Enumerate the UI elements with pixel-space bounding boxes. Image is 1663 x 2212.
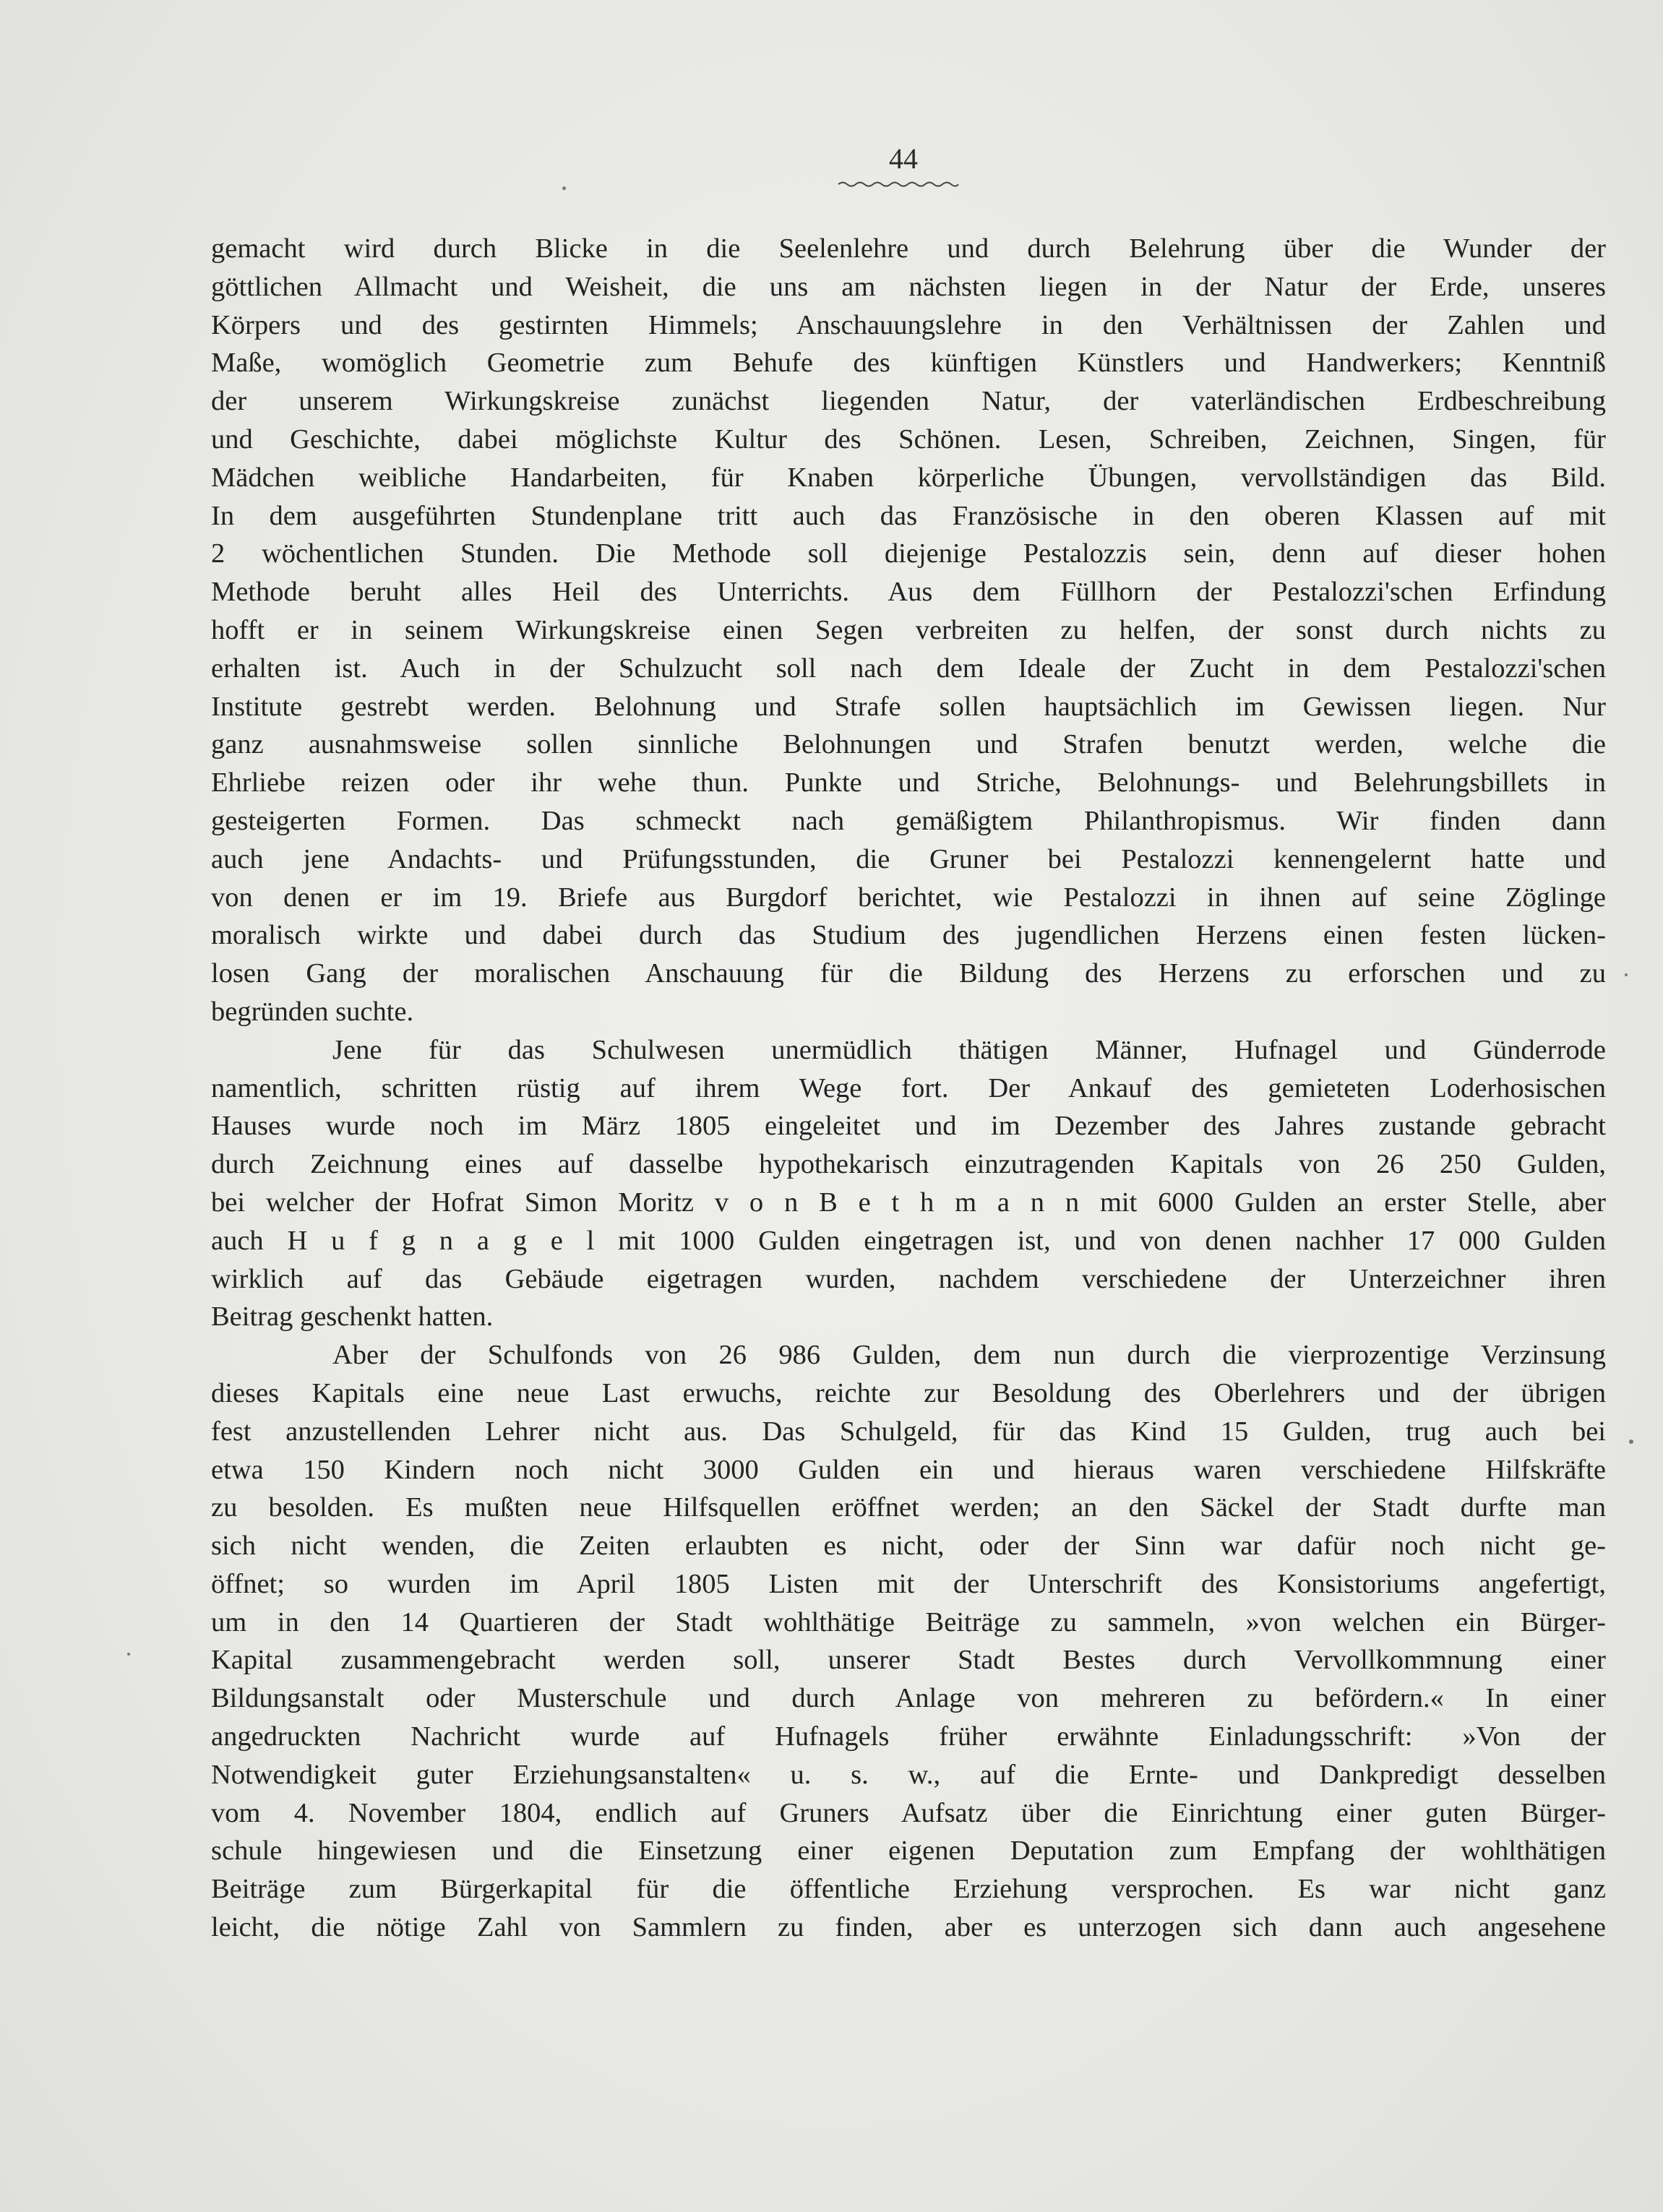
text-line: begründen suchte. xyxy=(211,996,414,1027)
text-line: göttlichen Allmacht und Weisheit, die uns am nächsten liegen in der Natur der Erde, unseres xyxy=(211,271,1606,302)
text-line: wirklich auf das Gebäude eigetragen wurden, nachdem verschiedene der Unterzeichner ihren xyxy=(211,1263,1606,1294)
text-line: Maße, womöglich Geometrie zum Behufe des künftigen Künstlers und Handwerkers; Kenntniß xyxy=(211,348,1606,379)
text-line: fest anzustellenden Lehrer nicht aus. Das Schulgeld, für das Kind 15 Gulden, trug auch bei xyxy=(211,1416,1606,1447)
text-line: Beitrag geschenkt hatten. xyxy=(211,1301,494,1333)
text-line: Ehrliebe reizen oder ihr wehe thun. Punkte und Striche, Belohnungs- und Belehrungsbillets in xyxy=(211,767,1606,799)
text-line: Körpers und des gestirnten Himmels; Anschauungslehre in den Verhältnissen der Zahlen und xyxy=(211,309,1606,340)
text-line: dieses Kapitals eine neue Last erwuchs, reichte zur Besoldung des Oberlehrers und der übrigen xyxy=(211,1377,1606,1408)
text-line: öffnet; so wurden im April 1805 Listen mit der Unterschrift des Konsistoriums angefertigt, xyxy=(211,1568,1606,1599)
text-line: hofft er in seinem Wirkungskreise einen Segen verbreiten zu helfen, der sonst durch nichts zu xyxy=(211,614,1606,645)
text-line: gesteigerten Formen. Das schmeckt nach gemäßigtem Philanthropismus. Wir finden dann xyxy=(211,805,1606,836)
text-line: 2 wöchentlichen Stunden. Die Methode soll diejenige Pestalozzis sein, denn auf dieser hohen xyxy=(211,538,1606,569)
text-line: Beiträge zum Bürgerkapital für die öffentliche Erziehung versprochen. Es war nicht ganz xyxy=(211,1874,1606,1905)
page-number-ornament xyxy=(837,179,960,189)
body-text xyxy=(211,230,1606,1947)
text-line: Jene für das Schulwesen unermüdlich thätigen Männer, Hufnagel und Günderrode xyxy=(332,1034,1606,1065)
text-line: durch Zeichnung eines auf dasselbe hypothekarisch einzutragenden Kapitals von 26 250 Gulden, xyxy=(211,1149,1606,1180)
text-line: und Geschichte, dabei möglichste Kultur des Schönen. Lesen, Schreiben, Zeichnen, Singen, für xyxy=(211,423,1606,455)
scan-speck xyxy=(562,186,566,190)
text-line: Aber der Schulfonds von 26 986 Gulden, dem nun durch die vierprozentige Verzinsung xyxy=(332,1340,1606,1371)
text-line: von denen er im 19. Briefe aus Burgdorf berichtet, wie Pestalozzi in ihnen auf seine Zöglinge xyxy=(211,882,1606,913)
text-line: gemacht wird durch Blicke in die Seelenlehre und durch Belehrung über die Wunder der xyxy=(211,233,1606,264)
text-line: sich nicht wenden, die Zeiten erlaubten es nicht, oder der Sinn war dafür noch nicht ge- xyxy=(211,1531,1606,1562)
text-line: Mädchen weibliche Handarbeiten, für Knaben körperliche Übungen, vervollständigen das Bild. xyxy=(211,462,1606,493)
text-line: Bildungsanstalt oder Musterschule und durch Anlage von mehreren zu befördern.« In einer xyxy=(211,1683,1606,1714)
text-line: Institute gestrebt werden. Belohnung und Strafe sollen hauptsächlich im Gewissen liegen. Nur xyxy=(211,691,1606,722)
text-line: Methode beruht alles Heil des Unterrichts. Aus dem Füllhorn der Pestalozzi'schen Erfindung xyxy=(211,577,1606,608)
text-line: zu besolden. Es mußten neue Hilfsquellen eröffnet werden; an den Säckel der Stadt durfte man xyxy=(211,1492,1606,1523)
page-number: 44 xyxy=(889,142,918,175)
scan-speck xyxy=(1629,1439,1633,1444)
text-line: ganz ausnahmsweise sollen sinnliche Belohnungen und Strafen benutzt werden, welche die xyxy=(211,729,1606,760)
text-line: auch H u f g n a g e l mit 1000 Gulden eingetragen ist, und von denen nachher 17 000 Gulden xyxy=(211,1225,1606,1256)
text-line: etwa 150 Kindern noch nicht 3000 Gulden ein und hieraus waren verschiedene Hilfskräfte xyxy=(211,1454,1606,1485)
scan-speck xyxy=(1625,973,1628,976)
text-line: leicht, die nötige Zahl von Sammlern zu finden, aber es unterzogen sich dann auch angesehene xyxy=(211,1912,1606,1943)
text-line: vom 4. November 1804, endlich auf Gruners Aufsatz über die Einrichtung einer guten Bürger- xyxy=(211,1797,1606,1828)
text-line: Notwendigkeit guter Erziehungsanstalten« u. s. w., auf die Ernte- und Dankpredigt desselben xyxy=(211,1759,1606,1790)
text-line: moralisch wirkte und dabei durch das Studium des jugendlichen Herzens einen festen lücken- xyxy=(211,920,1606,951)
text-line: erhalten ist. Auch in der Schulzucht soll nach dem Ideale der Zucht in dem Pestalozzi'schen xyxy=(211,653,1606,684)
text-line: bei welcher der Hofrat Simon Moritz v o n B e t h m a n n mit 6000 Gulden an erster Stelle, aber xyxy=(211,1187,1606,1218)
text-line: In dem ausgeführten Stundenplane tritt auch das Französische in den oberen Klassen auf mit xyxy=(211,500,1606,531)
text-line: Hauses wurde noch im März 1805 eingeleitet und im Dezember des Jahres zustande gebracht xyxy=(211,1111,1606,1142)
text-line: um in den 14 Quartieren der Stadt wohlthätige Beiträge zu sammeln, »von welchen ein Bürger- xyxy=(211,1606,1606,1638)
text-line: schule hingewiesen und die Einsetzung einer eigenen Deputation zum Empfang der wohlthätigen xyxy=(211,1836,1606,1867)
text-line: namentlich, schritten rüstig auf ihrem Wege fort. Der Ankauf des gemieteten Loderhosischen xyxy=(211,1072,1606,1103)
text-line: auch jene Andachts- und Prüfungsstunden, die Gruner bei Pestalozzi kennengelernt hatte und xyxy=(211,843,1606,874)
text-line: losen Gang der moralischen Anschauung für die Bildung des Herzens zu erforschen und zu xyxy=(211,958,1606,989)
text-line: Kapital zusammengebracht werden soll, unserer Stadt Bestes durch Vervollkommnung einer xyxy=(211,1645,1606,1676)
scan-speck xyxy=(127,1653,130,1656)
text-line: angedruckten Nachricht wurde auf Hufnagels früher erwähnte Einladungsschrift: »Von der xyxy=(211,1721,1606,1752)
text-line: der unserem Wirkungskreise zunächst liegenden Natur, der vaterländischen Erdbeschreibung xyxy=(211,386,1606,417)
